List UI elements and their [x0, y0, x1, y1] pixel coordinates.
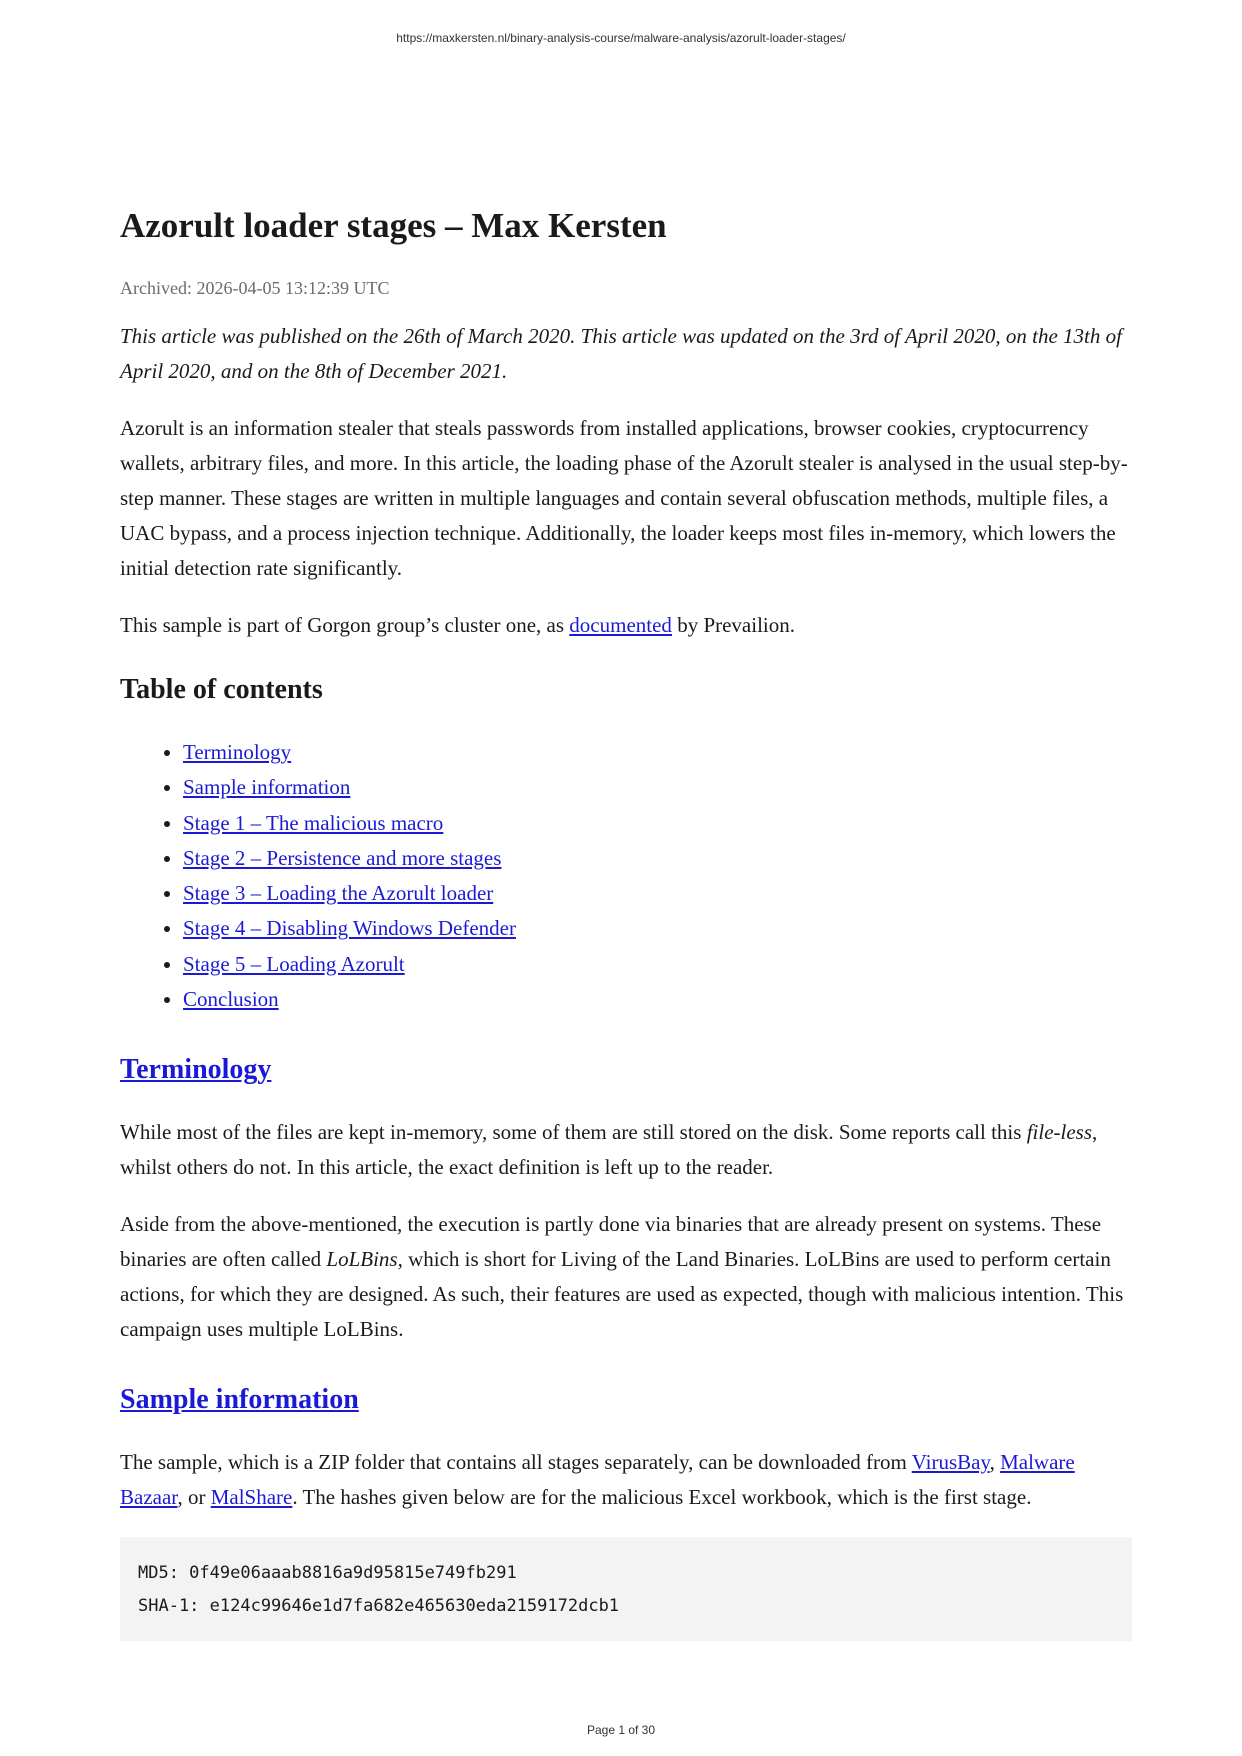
sample-info-separator-1: ,: [989, 1449, 1001, 1474]
toc-item: [183, 735, 1132, 770]
toc-link-conclusion[interactable]: Conclusion: [183, 987, 279, 1012]
terminology-p2-after: , which is short for Living of the Land Binaries. LoLBins are used to perform certain actions, for which they are designed. As such, their features are used as expected, though with malicious intention. This campaign uses multiple LoLBins.: [120, 1246, 1124, 1341]
md5-hash-line: MD5: 0f49e06aaab8816a9d95815e749fb291: [138, 1562, 517, 1583]
malware-bazaar-link[interactable]: Malware Bazaar: [120, 1449, 1075, 1509]
terminology-p1-before: While most of the files are kept in-memory, some of them are still stored on the disk. Some reports call this: [120, 1119, 1027, 1144]
toc-item: [183, 947, 1132, 982]
publication-note: This article was published on the 26th of March 2020. This article was updated on the 3rd of April 2020, on the 13th of April 2020, and on the 8th of December 2021.: [120, 324, 1122, 384]
hash-code-block: [120, 1537, 1132, 1641]
toc-link-terminology[interactable]: Terminology: [183, 739, 292, 764]
toc-item: [183, 841, 1132, 876]
sample-information-paragraph: [120, 1445, 1132, 1515]
virusbay-link[interactable]: VirusBay: [911, 1449, 990, 1474]
sample-info-text-before: The sample, which is a ZIP folder that contains all stages separately, can be downloaded from: [120, 1449, 912, 1474]
table-of-contents: [120, 735, 1132, 1017]
terminology-p1-after: , whilst others do not. In this article, the exact definition is left up to the reader.: [120, 1119, 1098, 1179]
sample-info-separator-2: , or: [177, 1484, 211, 1509]
sample-cluster-text-after: by Prevailion.: [671, 613, 796, 638]
terminology-p1-emphasis: file-less: [1026, 1119, 1093, 1144]
article-content: [120, 205, 1132, 1641]
toc-link-stage-5[interactable]: Stage 5 – Loading Azorult: [183, 951, 405, 976]
toc-item: [183, 911, 1132, 946]
archived-timestamp: Archived: 2026-04-05 13:12:39 UTC: [120, 278, 390, 298]
toc-item: [183, 770, 1132, 805]
toc-heading: Table of contents: [120, 674, 323, 706]
sample-cluster-paragraph: [120, 608, 1132, 643]
sample-cluster-text-before: This sample is part of Gorgon group’s cluster one, as: [120, 613, 570, 638]
page-number-footer: Page 1 of 30: [586, 1723, 656, 1737]
malshare-link[interactable]: MalShare: [210, 1484, 293, 1509]
terminology-heading-link[interactable]: Terminology: [120, 1054, 272, 1086]
documented-link[interactable]: documented: [569, 613, 672, 638]
toc-item: [183, 982, 1132, 1017]
toc-link-sample-information[interactable]: Sample information: [183, 775, 351, 800]
toc-link-stage-4[interactable]: Stage 4 – Disabling Windows Defender: [183, 916, 516, 941]
sample-info-text-after: . The hashes given below are for the malicious Excel workbook, which is the first stage.: [292, 1484, 1032, 1509]
sample-information-heading: [120, 1383, 1132, 1417]
page-url-header: https://maxkersten.nl/binary-analysis-course/malware-analysis/azorult-loader-stages/: [396, 31, 846, 45]
toc-link-stage-2[interactable]: Stage 2 – Persistence and more stages: [183, 845, 502, 870]
terminology-p2-before: Aside from the above-mentioned, the execution is partly done via binaries that are already present on systems. These binaries are often called: [120, 1211, 1102, 1271]
terminology-paragraph-1: [120, 1115, 1132, 1185]
sha1-hash-line: SHA-1: e124c99646e1d7fa682e465630eda2159172dcb1: [138, 1595, 620, 1616]
toc-item: [183, 876, 1132, 911]
toc-item: [183, 806, 1132, 841]
intro-paragraph: Azorult is an information stealer that steals passwords from installed applications, browser cookies, cryptocurrency wallets, arbitrary files, and more. In this article, the loading phase of the Azorult stealer is analysed in the usual step-by-step manner. These stages are written in multiple languages and contain several obfuscation methods, multiple files, a UAC bypass, and a process injection technique. Additionally, the loader keeps most files in-memory, which lowers the initial detection rate significantly.: [120, 416, 1128, 581]
sample-information-heading-link[interactable]: Sample information: [120, 1383, 359, 1415]
terminology-heading: [120, 1053, 1132, 1087]
page-title: Azorult loader stages – Max Kersten: [120, 206, 667, 245]
toc-link-stage-3[interactable]: Stage 3 – Loading the Azorult loader: [183, 881, 494, 906]
terminology-paragraph-2: [120, 1207, 1132, 1347]
toc-link-stage-1[interactable]: Stage 1 – The malicious macro: [183, 810, 444, 835]
terminology-p2-emphasis: LoLBins: [326, 1246, 398, 1271]
